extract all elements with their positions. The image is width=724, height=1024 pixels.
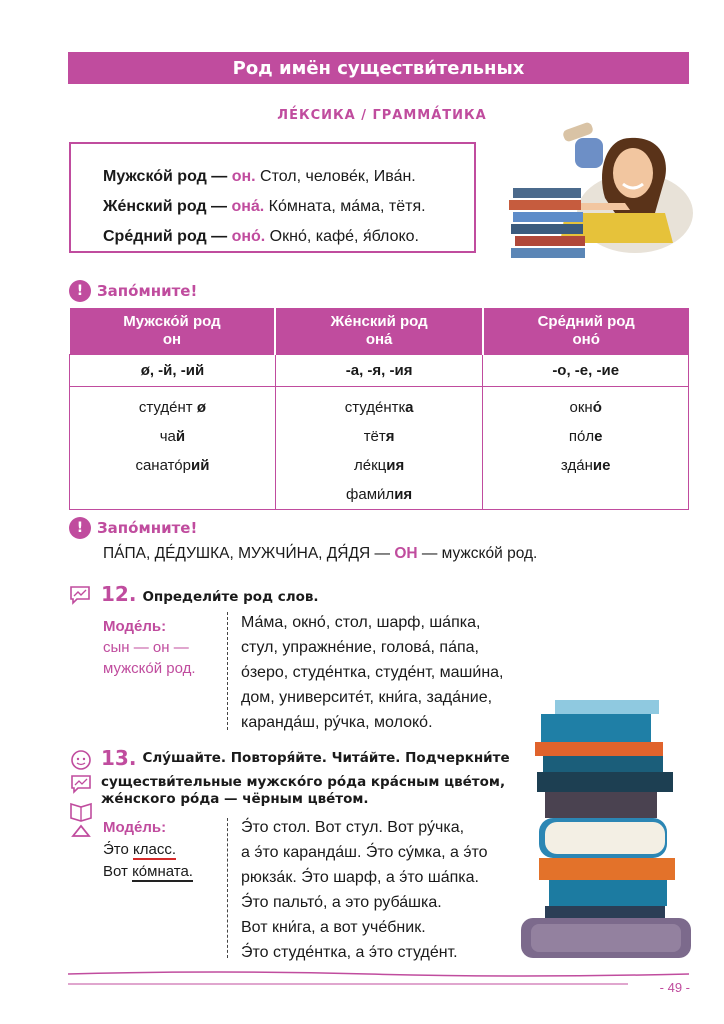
examples-masculine xyxy=(70,386,276,509)
examples-feminine xyxy=(275,386,482,509)
divider-line xyxy=(227,818,228,958)
speech-bubble-icon xyxy=(69,585,91,605)
section-subtitle: ЛЕ́КСИКА / ГРАММА́ТИКА xyxy=(277,108,487,123)
table-example: студе́нтка xyxy=(344,398,414,416)
listen-speak-read-icons xyxy=(69,748,93,838)
endings-masculine: ø, -й, -ий xyxy=(70,354,276,386)
underlined-feminine-word: ко́мната. xyxy=(132,863,193,880)
exercise-13-sentences: Э́то стол. Вот стул. Вот ру́чка, а э́то каранда́ш. Э́то су́мка, а э́то рюкза́к. Э́то шарф, а э́то ша́пка. Э́то пальто́, а это руба́шка. Вот кни́га, а вот уче́бник. Э́то студе́нтка, а э́то студе́нт. xyxy=(241,819,488,961)
endings-neuter: -о, -е, -ие xyxy=(483,354,689,386)
table-example: по́ле xyxy=(568,427,603,445)
exercise-number: 13. xyxy=(101,746,137,770)
exercise-instruction: Определи́те род слов. xyxy=(142,589,319,605)
remember-heading-1: ! Запо́мните! xyxy=(69,280,197,302)
table-header-neuter: Сре́дний род оно́ xyxy=(483,308,689,354)
footer-wave-divider xyxy=(68,968,689,988)
gender-endings-table xyxy=(69,308,689,510)
page-title: Род имён существи́тельных xyxy=(68,52,689,84)
rule-masculine-exceptions: ПА́ПА, ДЕ́ДУШКА, МУЖЧИ́НА, ДЯ́ДЯ — ОН — мужско́й род. xyxy=(103,545,538,562)
exercise-13-heading xyxy=(101,746,510,770)
table-header-feminine: Же́нский род она́ xyxy=(275,308,482,354)
remember-heading-2: ! Запо́мните! xyxy=(69,517,197,539)
gender-summary-box xyxy=(69,142,476,253)
student-girl-illustration xyxy=(505,118,695,263)
divider-line xyxy=(227,612,228,730)
table-example: ле́кция xyxy=(354,456,405,474)
gender-line-feminine: Же́нский род — она́. Ко́мната, ма́ма, тётя. xyxy=(103,198,426,215)
exercise-12-words: Ма́ма, окно́, стол, шарф, ша́пка, стул, упражне́ние, голова́, па́па, о́зеро, студе́нтка, студе́нт, маши́на, дом, университе́т, кни́га, зада́ние, каранда́ш, ру́чка, молоко́. xyxy=(241,614,504,731)
table-example: зда́ние xyxy=(560,456,611,474)
book-stack-illustration xyxy=(515,698,695,960)
gender-line-masculine: Мужско́й род — он. Стол, челове́к, Ива́н. xyxy=(103,168,416,185)
table-header-masculine: Мужско́й род он xyxy=(70,308,276,354)
endings-feminine: -а, -я, -ия xyxy=(275,354,482,386)
table-example: санато́рий xyxy=(135,456,210,474)
exercise-instruction: Слу́шайте. Повторя́йте. Чита́йте. Подчеркни́те xyxy=(142,750,510,766)
table-example: окно́ xyxy=(569,398,602,416)
examples-neuter xyxy=(483,386,689,509)
exercise-13-model: Моде́ль: Э́то класс. Вот ко́мната. xyxy=(103,819,193,880)
underlined-masculine-word: класс. xyxy=(133,841,176,858)
exercise-12-heading xyxy=(101,582,319,606)
table-example: студе́нт ø xyxy=(138,398,206,416)
exercise-12-model: Моде́ль: сын — он — мужско́й род. xyxy=(103,618,196,677)
page-number: - 49 - xyxy=(659,980,690,995)
table-example: фами́лия xyxy=(346,485,413,503)
exercise-number: 12. xyxy=(101,582,137,606)
exclamation-icon: ! xyxy=(69,517,91,539)
exercise-instruction-cont: существи́тельные мужско́го ро́да кра́сным цве́том, же́нского ро́да — чёрным цве́том. xyxy=(101,774,506,807)
table-example: тётя xyxy=(363,427,395,445)
exclamation-icon: ! xyxy=(69,280,91,302)
gender-line-neuter: Сре́дний род — оно́. Окно́, кафе́, я́блоко. xyxy=(103,228,419,245)
table-example: чай xyxy=(159,427,186,445)
